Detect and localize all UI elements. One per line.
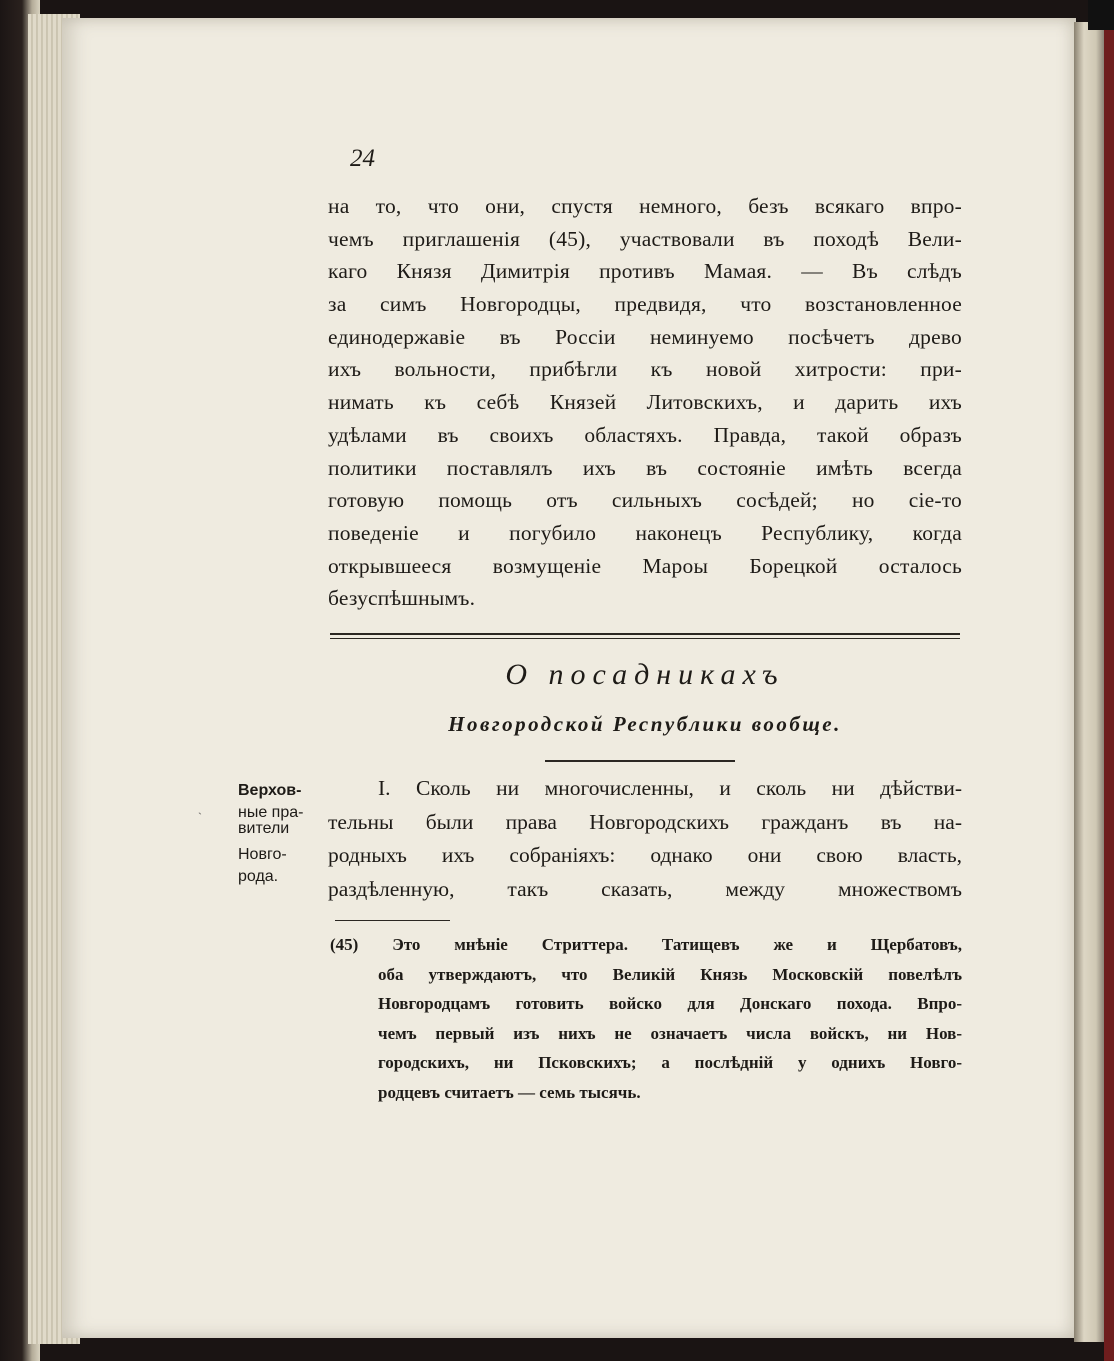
body-line: нимать къ себѣ Князей Литовскихъ, и дарить ихъ bbox=[328, 390, 962, 415]
section-divider-top bbox=[330, 633, 960, 635]
body-line: каго Князя Димитрія противъ Мамая. — Въ слѣдъ bbox=[328, 259, 962, 284]
body-line: за симъ Новгородцы, предвидя, что возстановленное bbox=[328, 292, 962, 317]
section-text bbox=[328, 772, 962, 906]
section-divider-bottom bbox=[330, 638, 960, 639]
margin-note-line: Верхов- bbox=[238, 782, 302, 799]
section-line: I. Сколь ни многочисленны, и сколь ни дѣйстви- bbox=[378, 776, 962, 800]
footnote-line: городскихъ, ни Псковскихъ; а послѣдній у однихъ Новго- bbox=[378, 1053, 962, 1072]
heading-underline bbox=[545, 760, 735, 762]
corner-shadow bbox=[1088, 0, 1114, 30]
body-line: готовую помощь отъ сильныхъ сосѣдей; но сіе-то bbox=[328, 488, 962, 513]
section-line: тельны были права Новгородскихъ гражданъ въ на- bbox=[328, 809, 962, 834]
section-line: родныхъ ихъ собраніяхъ: однако они свою власть, bbox=[328, 843, 962, 867]
bookmark-ribbon bbox=[1104, 0, 1114, 1361]
body-line: ихъ вольности, прибѣгли къ новой хитрости: при- bbox=[328, 357, 962, 382]
body-line: единодержавіе въ Россіи неминуемо посѣчетъ древо bbox=[328, 324, 962, 349]
body-line: удѣлами въ своихъ областяхъ. Правда, такой образъ bbox=[328, 422, 962, 447]
body-line: чемъ приглашенія (45), участвовали въ походѣ Вели- bbox=[328, 226, 962, 251]
footnote-line: Новгородцамъ готовить войско для Донскаго похода. Впро- bbox=[378, 994, 962, 1013]
margin-note-line: вители bbox=[238, 820, 290, 837]
footnote-rule bbox=[335, 920, 450, 921]
margin-note-line: Новго- bbox=[238, 846, 287, 863]
body-line: политики поставлялъ ихъ въ состояніе имѣть всегда bbox=[328, 455, 962, 480]
body-text bbox=[328, 190, 962, 615]
section-heading: О посадникахъ bbox=[505, 658, 785, 691]
section-subheading: Новгородской Республики вообще. bbox=[448, 712, 842, 736]
footnote-line: чемъ первый изъ нихъ не означаетъ числа войскъ, ни Нов- bbox=[378, 1023, 962, 1043]
section-line: раздѣленную, такъ сказать, между множествомъ bbox=[328, 876, 962, 901]
footnote-line: оба утверждаютъ, что Великій Князь Московскій повелѣлъ bbox=[378, 964, 962, 984]
ink-speck: ˋ bbox=[198, 810, 202, 824]
margin-note-line: рода. bbox=[238, 868, 279, 885]
page-number: 24 bbox=[350, 145, 375, 172]
margin-note-line: ные пра- bbox=[238, 804, 304, 821]
body-line: безуспѣшнымъ. bbox=[328, 586, 476, 611]
body-line: на то, что они, спустя немного, безъ всякаго впро- bbox=[328, 194, 962, 218]
footnote bbox=[330, 930, 962, 1107]
body-line: поведеніе и погубило наконецъ Республику, когда bbox=[328, 520, 962, 545]
body-line: открывшееся возмущеніе Мароы Борецкой осталось bbox=[328, 553, 962, 578]
footnote-line: родцевъ считаетъ — семь тысячь. bbox=[378, 1082, 641, 1102]
margin-note bbox=[238, 780, 333, 888]
footnote-line: (45) Это мнѣніе Стриттера. Татищевъ же и Щербатовъ, bbox=[330, 935, 962, 954]
